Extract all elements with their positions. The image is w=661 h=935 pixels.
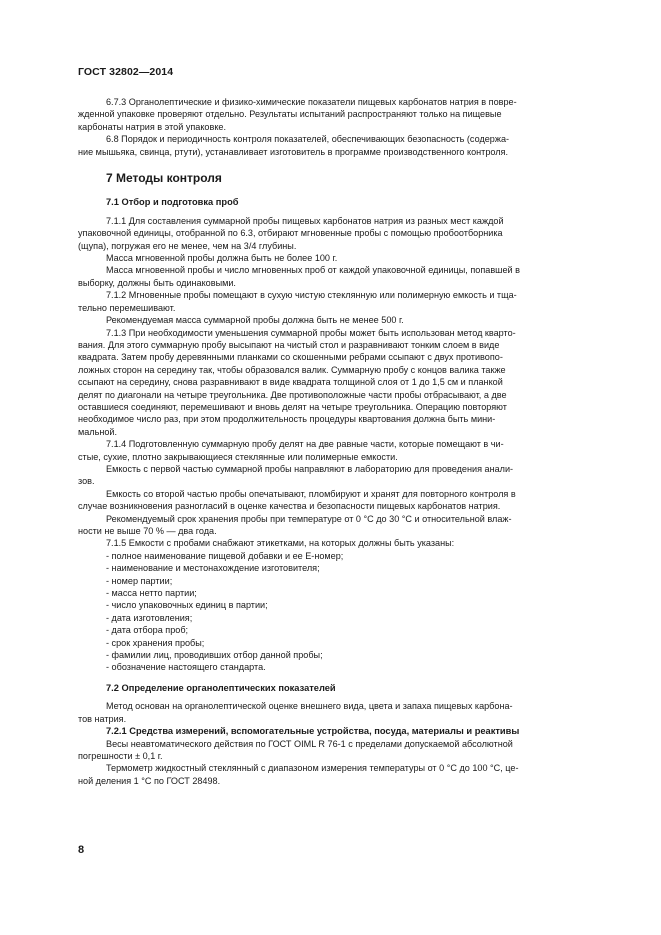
list-item: - срок хранения пробы;: [106, 637, 205, 648]
paragraph-line: квадрата. Затем пробу деревянными планками со скошенными ребрами ссыпают с двух противопо-: [78, 352, 503, 363]
paragraph-line: карбонаты натрия в этой упаковке.: [78, 121, 226, 132]
paragraph-line: 6.7.3 Органолептические и физико-химические показатели пищевых карбонатов натрия в повре-: [106, 97, 517, 107]
paragraph-line: тов натрия.: [78, 713, 127, 724]
subsection-heading: 7.2 Определение органолептических показателей: [106, 682, 336, 693]
paragraph-line: ссыпают на середину, снова разравнивают в виде квадрата толщиной слоя от 1 до 1,5 см и планкой: [78, 377, 503, 388]
paragraph-line: 7.1.3 При необходимости уменьшения суммарной пробы может быть использован метод кварто-: [106, 327, 516, 338]
clause-heading: 7.2.1 Средства измерений, вспомогательные устройства, посуда, материалы и реактивы: [106, 726, 520, 737]
section-heading: 7 Методы контроля: [106, 171, 222, 186]
paragraph-line: случае возникновения разногласий в оценке качества и безопасности пищевых карбонатов натрия.: [78, 501, 501, 512]
paragraph-line: 7.1.2 Мгновенные пробы помещают в сухую чистую стеклянную или полимерную емкость и тща-: [106, 290, 517, 301]
paragraph-line: ние мышьяка, свинца, ртути), устанавливает изготовитель в программе производственного контроля.: [78, 146, 508, 157]
list-item: - номер партии;: [106, 575, 173, 586]
paragraph-line: стые, сухие, плотно закрывающиеся стеклянные или полимерные емкости.: [78, 451, 398, 462]
paragraph-line: упаковочной единицы, отобранной по 6.3, отбирают мгновенные пробы с помощью пробоотборника: [78, 228, 503, 239]
page-number: 8: [78, 844, 85, 856]
document-header: ГОСТ 32802—2014: [78, 66, 174, 78]
paragraph-line: тельно перемешивают.: [78, 302, 176, 313]
subsection-heading: 7.1 Отбор и подготовка проб: [106, 197, 239, 208]
document-body: [78, 96, 584, 787]
paragraph-line: Весы неавтоматического действия по ГОСТ OIML R 76-1 с пределами допускаемой абсолютной: [106, 738, 513, 749]
paragraph-line: 6.8 Порядок и периодичность контроля показателей, обеспечивающих безопасность (содержа-: [106, 134, 510, 145]
paragraph-line: Масса мгновенной пробы и число мгновенных проб от каждой упаковочной единицы, попавшей в: [106, 265, 520, 276]
paragraph-line: Масса мгновенной пробы должна быть не более 100 г.: [106, 253, 338, 264]
paragraph-line: 7.1.4 Подготовленную суммарную пробу делят на две равные части, которые помещают в чи-: [106, 439, 504, 450]
paragraph-line: погрешности ± 0,1 г.: [78, 750, 163, 761]
paragraph-line: Метод основан на органолептической оценке внешнего вида, цвета и запаха пищевых карбона-: [106, 701, 513, 712]
paragraph-line: ной деления 1 °С по ГОСТ 28498.: [78, 775, 221, 786]
paragraph-line: 7.1.1 Для составления суммарной пробы пищевых карбонатов натрия из разных мест каждой: [106, 215, 504, 226]
list-item: - масса нетто партии;: [106, 588, 197, 599]
paragraph-line: вания. Для этого суммарную пробу высыпают на чистый стол и разравнивают тонким слоем в виде: [78, 339, 500, 350]
paragraph-line: Рекомендуемый срок хранения пробы при температуре от 0 °С до 30 °С и относительной влаж-: [106, 513, 512, 524]
paragraph-line: ложных сторон на середину так, чтобы образовался валик. Суммарную пробу с концов валика также: [78, 364, 506, 375]
paragraph-line: мальной.: [78, 426, 118, 437]
paragraph-line: оставшиеся соединяют, перемешивают и вновь делят на четыре треугольника. Операцию повторяют: [78, 401, 507, 412]
list-item: - дата изготовления;: [106, 612, 193, 623]
list-item: - наименование и местонахождение изготовителя;: [106, 563, 320, 574]
paragraph-line: Емкость со второй частью пробы опечатывают, пломбируют и хранят для повторного контроля в: [106, 488, 516, 499]
list-item: - дата отбора проб;: [106, 625, 189, 636]
list-item: - полное наименование пищевой добавки и ее Е-номер;: [106, 550, 344, 561]
paragraph-line: Термометр жидкостный стеклянный с диапазоном измерения температуры от 0 °С до 100 °С, це-: [106, 763, 519, 774]
paragraph-line: Емкость с первой частью суммарной пробы направляют в лабораторию для проведения анали-: [106, 463, 514, 474]
paragraph-line: (щупа), погружая его не менее, чем на 3/4 глубины.: [78, 240, 297, 251]
paragraph-line: выборку, должны быть одинаковыми.: [78, 277, 236, 288]
paragraph-line: 7.1.5 Емкости с пробами снабжают этикетками, на которых должны быть указаны:: [106, 538, 455, 549]
list-item: - фамилии лиц, проводивших отбор данной пробы;: [106, 650, 323, 661]
paragraph-line: зов.: [78, 476, 95, 487]
paragraph-line: необходимое число раз, при этом продолжительность процедуры квартования должна быть мини-: [78, 414, 496, 425]
paragraph-line: жденной упаковке проверяют отдельно. Результаты испытаний распространяют только на пищевые: [78, 109, 502, 120]
paragraph-line: делят по диагонали на четыре треугольника. Две противоположные части пробы отбрасывают, а две: [78, 389, 507, 400]
paragraph-line: ности не выше 70 % — два года.: [78, 526, 217, 536]
list-item: - число упаковочных единиц в партии;: [106, 600, 268, 611]
list-item: - обозначение настоящего стандарта.: [106, 662, 266, 673]
paragraph-line: Рекомендуемая масса суммарной пробы должна быть не менее 500 г.: [106, 315, 404, 326]
